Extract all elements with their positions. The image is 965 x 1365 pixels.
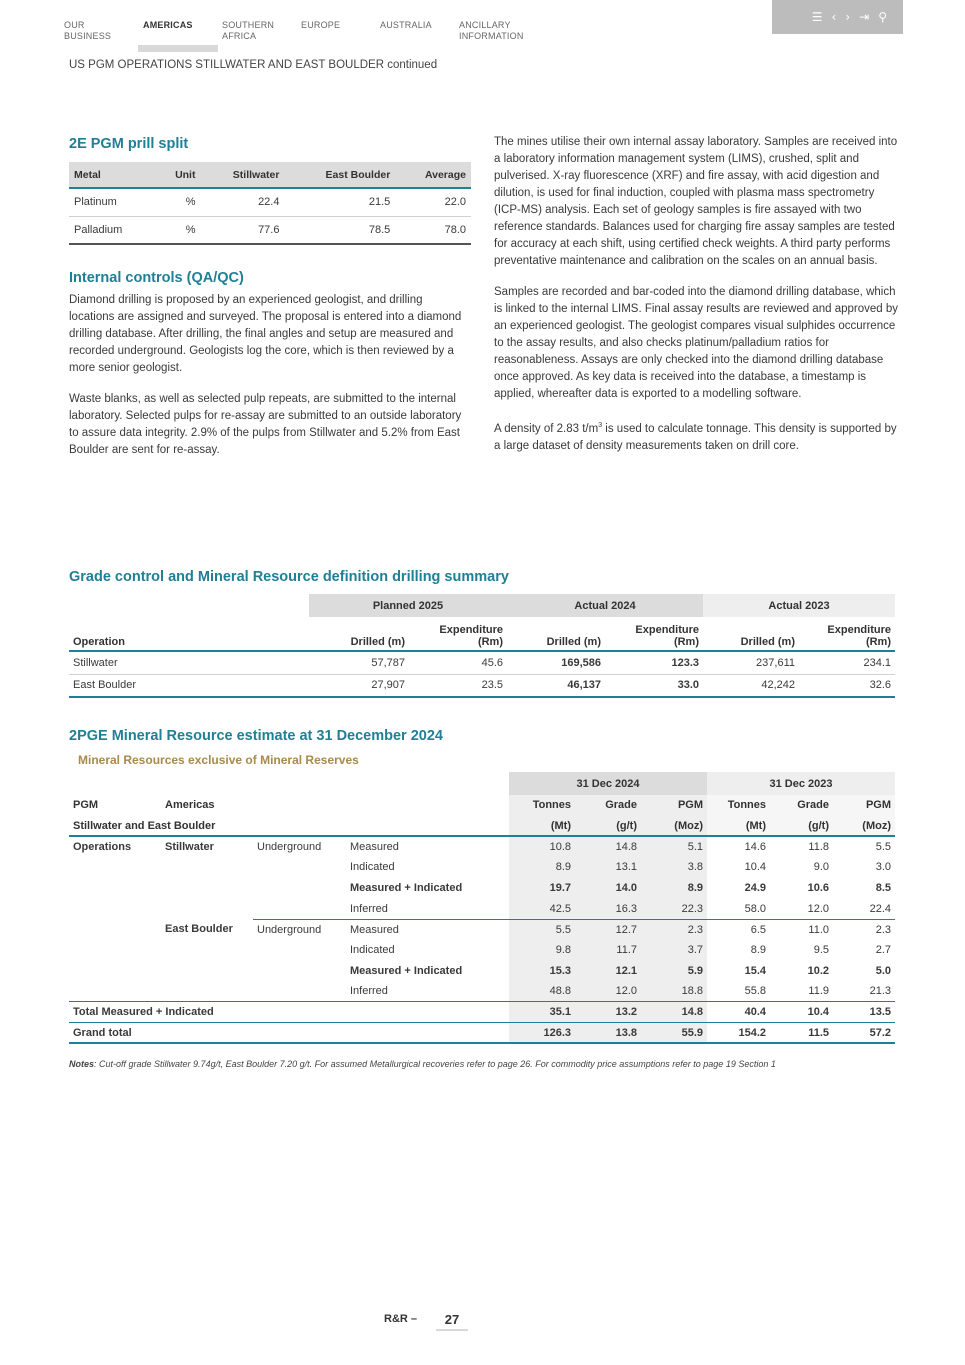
toolbar bbox=[772, 0, 903, 34]
resource-title: 2PGE Mineral Resource estimate at 31 December 2024 bbox=[69, 728, 443, 744]
header-operation: Operation bbox=[69, 617, 309, 651]
table-row: Stillwater 57,787 45.6 169,586 123.3 237,611 234.1 bbox=[69, 651, 895, 674]
drilling-title: Grade control and Mineral Resource definition drilling summary bbox=[69, 569, 509, 585]
prill-header-average: Average bbox=[395, 162, 471, 188]
drilling-table bbox=[69, 594, 895, 698]
chevron-right-icon[interactable]: › bbox=[845, 10, 851, 24]
prill-section bbox=[69, 136, 471, 245]
header-expenditure: Expenditure (Rm) bbox=[605, 617, 703, 651]
assay-paragraph-1: The mines utilise their own internal assay laboratory. Samples are received into a laboratory information management system (LIMS), crushed, split and pulverised. X-ray fluorescence (XRF) and fire assay, with acid digestion and dilution, is used for final induction, coupled with plasma mass spectrometry (ICP-MS) analysis. Each set of geology samples is fire assayed with two reference standards. Balances used for charging fire assay samples are tested for accuracy at each shift, using certified check weights. A third party performs preventative maintenance and calibration on the scales on an annual basis. bbox=[494, 136, 898, 267]
table-row: Operations Stillwater Underground Measured 10.8 14.8 5.1 14.6 11.8 5.5 bbox=[69, 836, 895, 857]
chevron-left-icon[interactable]: ‹ bbox=[831, 10, 837, 24]
resource-table: 31 Dec 2024 31 Dec 2023 PGM Americas Tonnes Grade PGM Tonnes Grade PGM Stillwater and East Boulder (Mt) (g/t) (Moz) (Mt) (g/t) (Moz) Operations Stillwater Underground Measured 10.8 14.8 5.1 14.6 11.8 5.5 Indicated 8.9 13.1 3.8 10.4 9.0 3.0 Measured + Indicated 19.7 14.0 8.9 24.9 10.6 8.5 Inferred 42.5 16.3 22.3 58.0 12.0 22.4 East Boulder Underground Measured 5.5 12.7 2.3 6.5 11.0 2.3 Indicated 9.8 11.7 3.7 8.9 9.5 2.7 Measured + Indicated 15.3 12.1 5.9 15.4 10.2 5.0 Inferred 48.8 12.0 18.8 55.8 11.9 21.3 Total Measured + Indicated 35.1 13.2 14.8 40.4 10.4 13.5 Grand total 126.3 13.8 55.9 154.2 11.5 57.2 bbox=[69, 772, 895, 1044]
menu-icon[interactable]: ☰ bbox=[811, 10, 823, 24]
group-actual-2023: Actual 2023 bbox=[703, 594, 895, 617]
header-expenditure: Expenditure (Rm) bbox=[799, 617, 895, 651]
internal-controls-section bbox=[69, 270, 471, 473]
internal-controls-paragraph-2: Waste blanks, as well as selected pulp repeats, are submitted to the internal laboratory. Selected pulps for re-assay are submitted to an outside laboratory to assure data integrity. 2.9% of the pulps from Stillwater and 5.2% from East Boulder are sent for re-assay. bbox=[69, 393, 462, 456]
internal-controls-paragraph-1: Diamond drilling is proposed by an experienced geologist, and drilling locations are assigned and surveyed. The proposal is entered into a diamond drilling database. After drilling, the final angles and setup are measured and recorded underground. Geologists log the core, which is then reviewed by a more senior geologist. bbox=[69, 294, 462, 374]
nav-southern-africa[interactable]: SOUTHERN AFRICA bbox=[222, 20, 275, 41]
page-number: 27 bbox=[436, 1312, 468, 1331]
nav-ancillary-information[interactable]: ANCILLARY INFORMATION bbox=[459, 20, 524, 41]
table-row: Measured + Indicated 19.7 14.0 8.9 24.9 10.6 8.5 bbox=[69, 878, 895, 899]
nav-americas[interactable]: AMERICAS bbox=[143, 20, 193, 30]
table-row: Inferred 48.8 12.0 18.8 55.8 11.9 21.3 bbox=[69, 981, 895, 1002]
nav-active-indicator bbox=[138, 45, 218, 52]
table-row: Indicated 9.8 11.7 3.7 8.9 9.5 2.7 bbox=[69, 940, 895, 961]
group-31-dec-2024: 31 Dec 2024 bbox=[509, 772, 707, 795]
header-drilled: Drilled (m) bbox=[507, 617, 605, 651]
exit-icon[interactable]: ⇥ bbox=[859, 10, 870, 24]
table-row: Inferred 42.5 16.3 22.3 58.0 12.0 22.4 bbox=[69, 898, 895, 919]
internal-controls-title: Internal controls (QA/QC) bbox=[69, 270, 244, 286]
prill-header-east-boulder: East Boulder bbox=[284, 162, 395, 188]
prill-header-metal: Metal bbox=[69, 162, 155, 188]
table-row: East Boulder 27,907 23.5 46,137 33.0 42,242 32.6 bbox=[69, 674, 895, 697]
top-navigation bbox=[64, 20, 584, 54]
table-row: Palladium % 77.6 78.5 78.0 bbox=[69, 216, 471, 244]
total-row: Total Measured + Indicated 35.1 13.2 14.8 40.4 10.4 13.5 bbox=[69, 1002, 895, 1023]
page-subtitle: US PGM OPERATIONS STILLWATER AND EAST BOULDER continued bbox=[69, 59, 438, 71]
prill-title: 2E PGM prill split bbox=[69, 136, 189, 152]
assay-section bbox=[494, 134, 900, 469]
group-31-dec-2023: 31 Dec 2023 bbox=[707, 772, 895, 795]
group-actual-2024: Actual 2024 bbox=[507, 594, 703, 617]
grand-total-row: Grand total 126.3 13.8 55.9 154.2 11.5 57.2 bbox=[69, 1023, 895, 1044]
assay-paragraph-2: Samples are recorded and bar-coded into the diamond drilling database, which is linked to the internal LIMS. Final assay results are reviewed and approved by an experienced geologist. The geologist compares visual sulphides occurrence to the assay results, and also checks platinum/palladium ratios for reasonableness. Assays are only checked into the diamond drilling database once approved. As key data is received into the database, a timestamp is applied, whereafter data is exported to a modelling software. bbox=[494, 286, 898, 400]
resource-table-wrap bbox=[69, 772, 895, 1044]
table-row: Measured + Indicated 15.3 12.1 5.9 15.4 10.2 5.0 bbox=[69, 961, 895, 982]
group-planned-2025: Planned 2025 bbox=[309, 594, 507, 617]
prill-table bbox=[69, 162, 471, 245]
drilling-table-wrap bbox=[69, 594, 895, 698]
table-notes: Notes: Cut-off grade Stillwater 9.74g/t, East Boulder 7.20 g/t. For assumed Metallurgical recoveries refer to page 26. For commodity price assumptions refer to page 19 Section 1 bbox=[69, 1059, 776, 1069]
nav-our-business[interactable]: OUR BUSINESS bbox=[64, 20, 112, 41]
prill-header-stillwater: Stillwater bbox=[200, 162, 284, 188]
density-paragraph: A density of 2.83 $t/m^3$ is used to calculate tonnage. This density is supported by a large dataset of density measurements taken on drill core. bbox=[494, 422, 897, 452]
table-row: East Boulder Underground Measured 5.5 12.7 2.3 6.5 11.0 2.3 bbox=[69, 919, 895, 940]
header-drilled: Drilled (m) bbox=[703, 617, 799, 651]
resource-subtitle: Mineral Resources exclusive of Mineral Reserves bbox=[78, 753, 359, 767]
footer-label: R&R – bbox=[384, 1313, 418, 1325]
table-row: Indicated 8.9 13.1 3.8 10.4 9.0 3.0 bbox=[69, 857, 895, 878]
header-drilled: Drilled (m) bbox=[309, 617, 409, 651]
prill-header-unit: Unit bbox=[155, 162, 200, 188]
table-row: Platinum % 22.4 21.5 22.0 bbox=[69, 188, 471, 216]
search-icon[interactable]: ⚲ bbox=[878, 10, 887, 24]
nav-australia[interactable]: AUSTRALIA bbox=[380, 20, 432, 30]
header-expenditure: Expenditure (Rm) bbox=[409, 617, 507, 651]
nav-europe[interactable]: EUROPE bbox=[301, 20, 341, 30]
